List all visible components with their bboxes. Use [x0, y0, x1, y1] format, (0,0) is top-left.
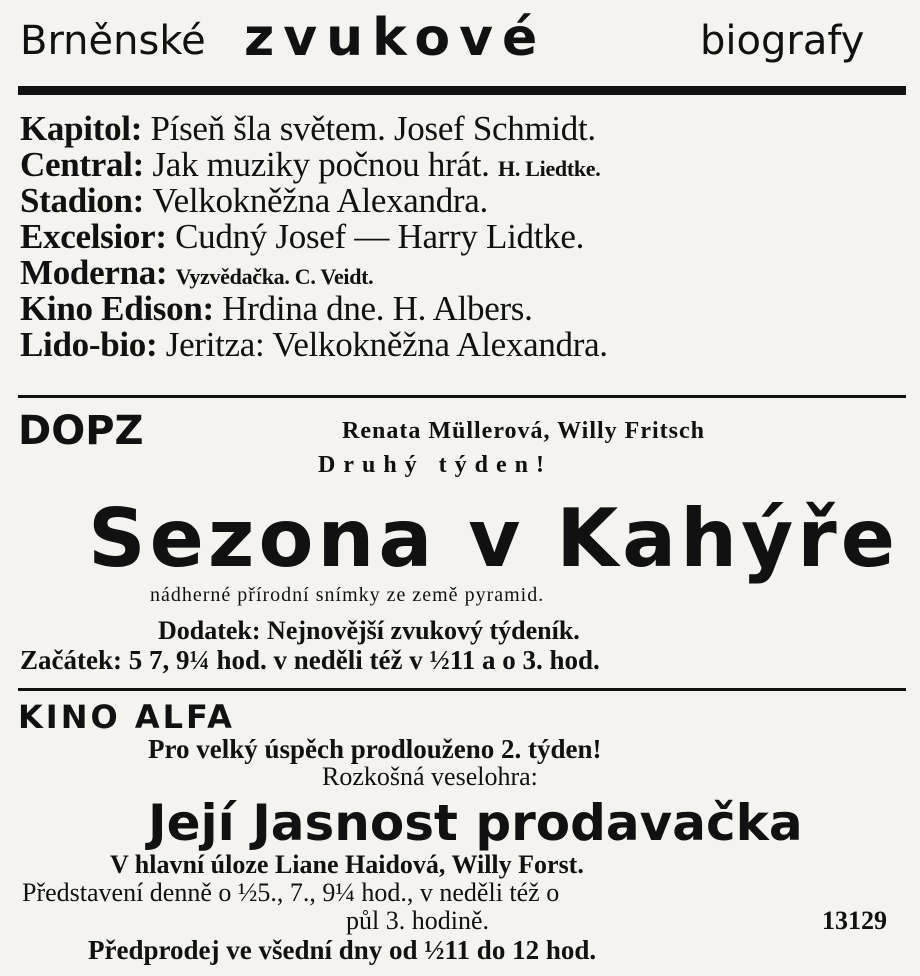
cinema-film-small: H. Liedtke. — [498, 156, 601, 181]
cinema-film: Píseň šla světem. Josef Schmidt. — [150, 109, 596, 148]
cinema-name: Lido-bio: — [20, 325, 158, 364]
header-rule — [18, 86, 906, 95]
dopz-title: Sezona v Kahýře — [88, 492, 899, 585]
alfa-times: Představení denně o ½5., 7., 9¼ hod., v neděli též o — [22, 878, 560, 907]
alfa-title: Její Jasnost prodavačka — [148, 794, 803, 852]
cinema-film: Velkokněžna Alexandra. — [152, 181, 488, 220]
alfa-genre: Rozkošná veselohra: — [322, 762, 538, 791]
dopz-times: Začátek: 5 7, 9¼ hod. v neděli též v ½11 a o 3. hod. — [20, 645, 600, 675]
cinema-name: Central: — [20, 145, 144, 184]
header-zvukove: zvukové — [244, 8, 547, 68]
dopz-addition: Dodatek: Nejnovější zvukový týdeník. — [158, 616, 580, 645]
cinema-film: Jak muziky počnou hrát. — [152, 145, 490, 184]
dopz-name: DOPZ — [18, 408, 144, 454]
header-brnenske: Brněnské — [20, 18, 206, 64]
dopz-week: Druhý týden! — [318, 452, 553, 478]
alfa-presale: Předprodej ve všední dny od ½11 do 12 hod. — [88, 935, 597, 965]
cinema-name: Kapitol: — [20, 109, 143, 148]
alfa-times-cont: půl 3. hodině. — [346, 906, 489, 935]
cinema-name: Kino Edison: — [20, 289, 214, 328]
alfa-extended: Pro velký úspěch prodlouženo 2. týden! — [148, 734, 602, 764]
cinema-film-small: Vyzvědačka. C. Veidt. — [175, 264, 374, 289]
cinema-name: Excelsior: — [20, 217, 167, 256]
cinema-name: Moderna: — [20, 253, 168, 292]
cinema-film: Cudný Josef — Harry Lidtke. — [175, 217, 585, 256]
cinema-row — [20, 326, 608, 368]
header-biografy: biografy — [700, 18, 865, 64]
cinema-name: Stadion: — [20, 181, 145, 220]
dopz-cast: Renata Müllerová, Willy Fritsch — [342, 418, 705, 444]
alfa-cast: V hlavní úloze Liane Haidová, Willy Forst. — [110, 850, 584, 879]
cinema-film: Hrdina dne. H. Albers. — [222, 289, 533, 328]
section-rule — [18, 688, 906, 691]
cinema-film: Jeritza: Velkokněžna Alexandra. — [165, 325, 608, 364]
ad-code: 13129 — [822, 906, 887, 935]
alfa-name: KINO ALFA — [18, 698, 235, 736]
dopz-subtitle: nádherné přírodní snímky ze země pyramid. — [150, 584, 545, 606]
section-rule — [18, 395, 906, 398]
